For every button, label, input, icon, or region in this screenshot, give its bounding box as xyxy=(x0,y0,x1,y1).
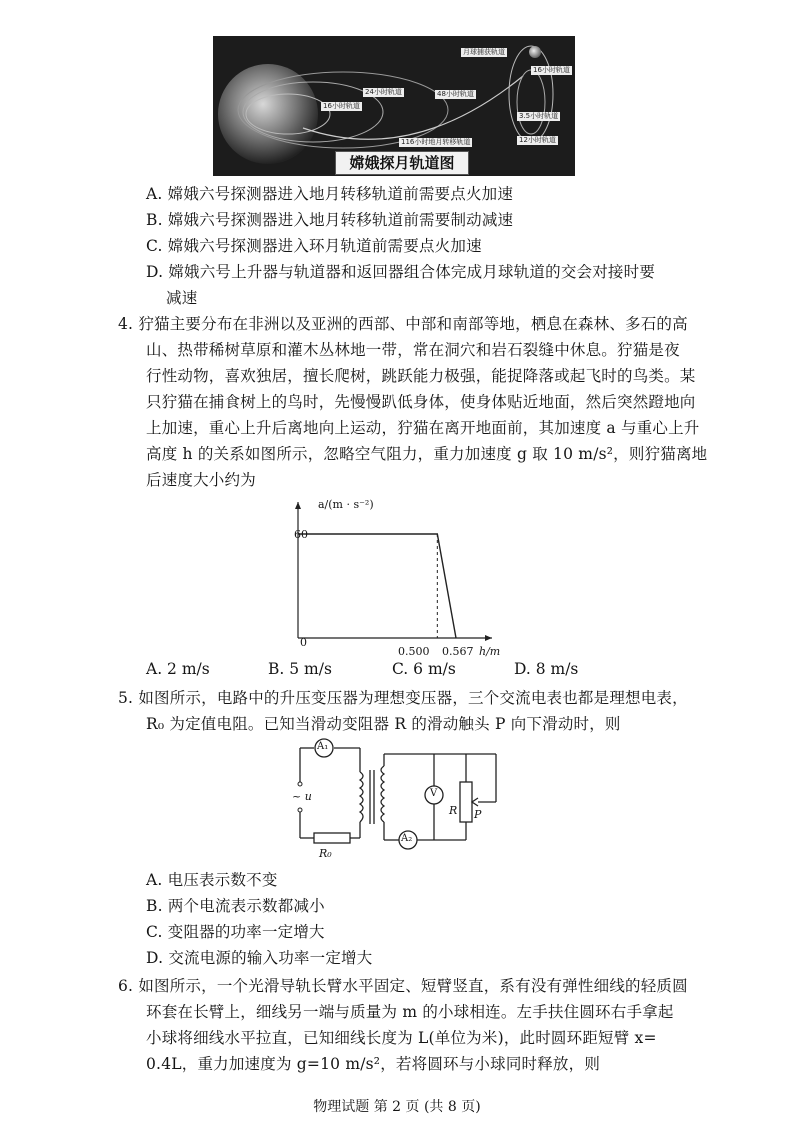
r0-label: R₀ xyxy=(319,847,332,860)
moon-image xyxy=(529,46,541,58)
q4-option-d: D. 8 m/s xyxy=(514,660,579,678)
x-axis-label: h/m xyxy=(479,645,501,658)
primary-coil xyxy=(360,772,363,822)
r0-resistor xyxy=(314,833,350,843)
q4-option-b: B. 5 m/s xyxy=(268,660,332,678)
series-line xyxy=(298,534,456,638)
orbit-label: 24小时轨道 xyxy=(365,88,402,96)
q4-line: 高度 h 的关系如图所示，忽略空气阻力，重力加速度 g 取 10 m/s²，则狞猫离地 xyxy=(146,445,708,463)
orbit-label: 3.5小时轨道 xyxy=(519,112,559,120)
q5-option-d: D. 交流电源的输入功率一定增大 xyxy=(146,949,373,967)
q5-line: R₀ 为定值电阻。已知当滑动变阻器 R 的滑动触头 P 向下滑动时，则 xyxy=(146,715,621,733)
x-axis-arrow xyxy=(485,635,492,641)
p-label: P xyxy=(474,808,482,821)
r-label: R xyxy=(449,804,458,817)
q3-option-d-cont: 减速 xyxy=(166,289,198,307)
a1-label: A₁ xyxy=(317,741,329,752)
a2-label: A₂ xyxy=(401,833,413,844)
lunar-orbit-figure xyxy=(213,36,575,176)
transformer-circuit xyxy=(288,738,508,862)
y-tick-label: 60 xyxy=(294,528,308,541)
q5-line: 5. 如图所示，电路中的升压变压器为理想变压器，三个交流电表也都是理想电表， xyxy=(118,689,688,707)
figure-title: 嫦娥探月轨道图 xyxy=(335,151,469,175)
q4-line: 上加速，重心上升后离地向上运动，狞猫在离开地面前，其加速度 a 与重心上升 xyxy=(146,419,700,437)
q5-option-b: B. 两个电流表示数都减小 xyxy=(146,897,325,915)
source-label: ~ u xyxy=(292,790,312,803)
y-axis-label: a/(m · s⁻²) xyxy=(318,498,374,511)
y-axis-arrow xyxy=(295,502,301,509)
q4-line: 只狞猫在捕食树上的鸟时，先慢慢趴低身体，使身体贴近地面，然后突然蹬地向 xyxy=(146,393,696,411)
q6-line: 6. 如图所示，一个光滑导轨长臂水平固定、短臂竖直，系有没有弹性细线的轻质圆 xyxy=(118,977,688,995)
v-label: V xyxy=(430,788,438,799)
q3-option-b: B. 嫦娥六号探测器进入地月转移轨道前需要制动减速 xyxy=(146,211,514,229)
q6-line: 小球将细线水平拉直，已知细线长度为 L(单位为米)，此时圆环距短臂 x= xyxy=(146,1029,657,1047)
orbit-label: 月球捕获轨道 xyxy=(463,48,505,56)
origin-label: 0 xyxy=(300,636,307,649)
q3-option-c: C. 嫦娥六号探测器进入环月轨道前需要点火加速 xyxy=(146,237,482,255)
q3-option-a: A. 嫦娥六号探测器进入地月转移轨道前需要点火加速 xyxy=(146,185,514,203)
q4-line: 山、热带稀树草原和灌木丛林地一带，常在洞穴和岩石裂缝中休息。狞猫是夜 xyxy=(146,341,680,359)
q4-line: 行性动物，喜欢独居，擅长爬树，跳跃能力极强，能捉降落或起飞时的鸟类。某 xyxy=(146,367,696,385)
q3-option-d: D. 嫦娥六号上升器与轨道器和返回器组合体完成月球轨道的交会对接时要 xyxy=(146,263,656,281)
q6-line: 环套在长臂上，细线另一端与质量为 m 的小球相连。左手扶住圆环右手拿起 xyxy=(146,1003,674,1021)
rheostat xyxy=(460,782,472,822)
q4-option-a: A. 2 m/s xyxy=(146,660,210,678)
q4-line: 后速度大小约为 xyxy=(146,471,256,489)
orbit-label: 12小时轨道 xyxy=(519,136,556,144)
x-tick-label: 0.500 xyxy=(398,645,430,658)
q4-option-c: C. 6 m/s xyxy=(392,660,456,678)
slider-arrow xyxy=(472,798,478,806)
x-tick-label: 0.567 xyxy=(442,645,474,658)
earth-image xyxy=(218,64,318,164)
orbit-label: 116小时地月转移轨道 xyxy=(401,138,471,146)
acceleration-height-graph xyxy=(280,492,520,660)
orbit-label: 16小时轨道 xyxy=(533,66,570,74)
q5-option-a: A. 电压表示数不变 xyxy=(146,871,278,889)
orbit-label: 16小时轨道 xyxy=(323,102,360,110)
q4-line: 4. 狞猫主要分布在非洲以及亚洲的西部、中部和南部等地，栖息在森林、多石的高 xyxy=(118,315,688,333)
q6-line: 0.4L，重力加速度为 g=10 m/s²，若将圆环与小球同时释放，则 xyxy=(146,1055,601,1073)
secondary-coil xyxy=(381,766,384,822)
orbit-label: 48小时轨道 xyxy=(437,90,474,98)
page-footer: 物理试题 第 2 页 (共 8 页) xyxy=(313,1099,481,1115)
q5-option-c: C. 变阻器的功率一定增大 xyxy=(146,923,325,941)
